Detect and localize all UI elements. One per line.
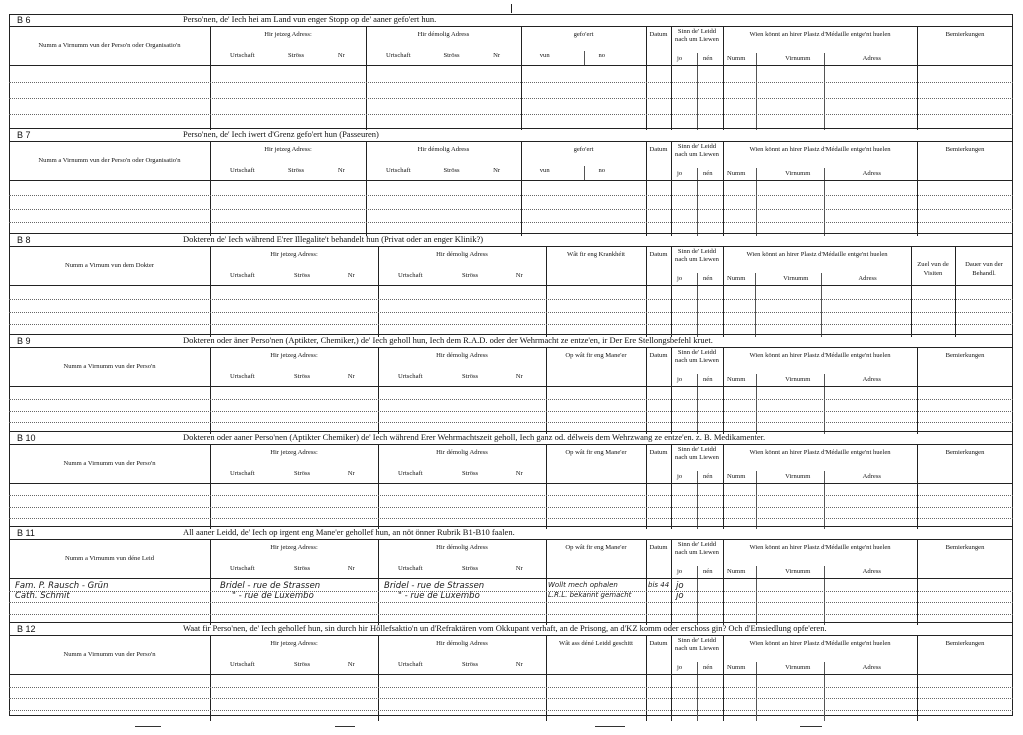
- section-title-bar: [9, 234, 1013, 247]
- adress-label: Adress: [858, 275, 877, 282]
- data-rows: [9, 484, 1013, 529]
- no-label: nén: [703, 275, 713, 282]
- medal-subdivider: [756, 53, 757, 65]
- numm-label: Numm: [727, 275, 746, 282]
- section-b10: [9, 431, 1013, 526]
- nr-label: Nr: [515, 565, 523, 572]
- ortschaft-label: Urtschaft: [398, 661, 423, 668]
- stross-label: Ströss: [294, 373, 311, 380]
- stross-label: Ströss: [462, 661, 479, 668]
- column-header: [9, 636, 1013, 675]
- section-b12: [9, 622, 1013, 718]
- nr-label: Nr: [347, 272, 355, 279]
- ortschaft-label: Urtschaft: [386, 167, 411, 174]
- col-divider: [723, 636, 724, 674]
- third-column-header: Wât ass déné Leidd geschitt: [559, 640, 633, 647]
- first-column-header: Numm a Virnumm vun der Perso'n: [63, 363, 156, 370]
- ortschaft-label: Urtschaft: [230, 565, 255, 572]
- numm-label: Numm: [727, 170, 746, 177]
- handwritten-current-address: Bridel - rue de Strassen: [220, 580, 321, 591]
- previous-address-header: Hir démolig Adress: [436, 544, 488, 551]
- section-b11: [9, 526, 1013, 622]
- previous-address-header: Hir démolig Adress: [436, 352, 488, 359]
- virnumm-label: Virnumm: [785, 55, 811, 62]
- third-column-header: gefo'ert: [573, 31, 594, 38]
- data-rows: [9, 66, 1013, 130]
- current-address-header: Hir jetzeg Adress:: [264, 31, 312, 38]
- row-line: [9, 507, 1013, 508]
- section-b6: [9, 14, 1013, 128]
- section-title-bar: [9, 335, 1013, 348]
- current-address-header: Hir jetzeg Adress:: [264, 146, 312, 153]
- address-subdivider: [584, 51, 585, 65]
- section-title: Dokteren de' Iech während E'rer Illegalite't behandelt hun (Privat oder an enger Klinik?): [183, 234, 484, 244]
- medal-subdivider: [756, 374, 757, 386]
- stross-label: Ströss: [294, 661, 311, 668]
- yes-label: jo: [677, 664, 683, 671]
- section-title: All aaner Leidd, de' Iech op irgent eng Mane'er gehollef hun, an nöt önner Rubrik B1-B10 faalen.: [183, 527, 515, 537]
- virnumm-label: Virnumm: [783, 275, 809, 282]
- row-line: [9, 222, 1013, 223]
- remarks-header: Bemierkungen: [945, 146, 985, 153]
- bottom-marks: [0, 722, 1023, 732]
- row-line: [9, 209, 1013, 210]
- medal-header: Wien könnt an hirer Plastz d'Médaille entge'nt huelen: [749, 544, 891, 551]
- section-title: Dokteren oder äner Perso'nen (Aptikter, Chemiker,) de' Iech geholl hun, Iech dem R.A.D. oder der Wehrmacht ze entze'en, ir Der Ere Stellongsbefehl kruet.: [183, 335, 713, 345]
- adress-label: Adress: [862, 55, 881, 62]
- adress-label: Adress: [862, 473, 881, 480]
- adress-label: Adress: [862, 568, 881, 575]
- previous-address-header: Hir démolig Adress: [417, 31, 470, 38]
- data-rows: [9, 286, 1013, 337]
- remarks-header: Bemierkungen: [945, 31, 985, 38]
- medal-subdivider: [824, 168, 825, 180]
- medal-subdivider: [756, 471, 757, 483]
- first-column-header: Numm a Virnumm vun déne Leid: [64, 555, 155, 562]
- handwritten-name: Cath. Schmit: [15, 591, 70, 601]
- col-divider: [723, 540, 724, 578]
- stross-label: Ströss: [288, 167, 305, 174]
- section-title-bar: [9, 527, 1013, 540]
- medal-subdivider: [824, 566, 825, 578]
- ortschaft-label: Urtschaft: [230, 167, 255, 174]
- third-column-header: gefo'ert: [573, 146, 594, 153]
- nr-label: Nr: [493, 52, 501, 59]
- yes-label: jo: [677, 275, 683, 282]
- adress-label: Adress: [862, 376, 881, 383]
- section-b7: [9, 128, 1013, 233]
- stross-label: Ströss: [443, 167, 460, 174]
- medal-header: Wien könnt an hirer Plastz d'Médaille entge'nt huelen: [746, 251, 888, 258]
- current-address-header: Hir jetzeg Adress:: [270, 352, 318, 359]
- ortschaft-label: Urtschaft: [398, 373, 423, 380]
- medal-subdivider: [824, 662, 825, 674]
- medal-subdivider: [756, 566, 757, 578]
- medal-subdivider: [755, 273, 756, 285]
- yes-label: jo: [677, 376, 683, 383]
- datum-header: Datum: [649, 352, 668, 359]
- previous-address-header: Hir démolig Adress: [436, 449, 488, 456]
- section-code: B 12: [17, 624, 36, 634]
- data-rows: [9, 579, 1013, 625]
- virnumm-label: Virnumm: [785, 473, 811, 480]
- section-code: B 9: [17, 336, 31, 346]
- ortschaft-label: Urtschaft: [398, 565, 423, 572]
- ortschaft-label: Urtschaft: [230, 470, 255, 477]
- alive-subdivider: [697, 471, 698, 483]
- stross-label: Ströss: [462, 565, 479, 572]
- row-line: [9, 495, 1013, 496]
- previous-address-header: Hir démolig Adress: [436, 640, 488, 647]
- alive-header: Sinn de' Leidd nach um Liewen: [675, 143, 719, 158]
- alive-header: Sinn de' Leidd nach um Liewen: [675, 446, 719, 461]
- virnumm-label: Virnumm: [785, 664, 811, 671]
- section-b9: [9, 334, 1013, 431]
- section-b8: [9, 233, 1013, 334]
- nr-label: Nr: [515, 373, 523, 380]
- row-line: [9, 422, 1013, 423]
- data-rows: [9, 387, 1013, 434]
- yes-label: jo: [677, 55, 683, 62]
- row-line: [9, 710, 1013, 711]
- section-title: Waat fir Perso'nen, de' Iech gehollef hun, sin durch hir Höllefsaktio'n un d'Refraktären vom Okkupant verhaft, an de Prisong, an d'KZ komm oder erschoss gin? Och d'Emsiedlung opfe'eren.: [183, 623, 827, 633]
- row-line: [9, 399, 1013, 400]
- nr-label: Nr: [515, 272, 523, 279]
- section-title-bar: [9, 129, 1013, 142]
- medal-subdivider: [824, 374, 825, 386]
- visits-header: Zuel vun de Visiten: [917, 261, 949, 277]
- alive-subdivider: [697, 53, 698, 65]
- third-column-header: Wât fir eng Krankhéit: [566, 251, 626, 258]
- alive-subdivider: [697, 374, 698, 386]
- ortschaft-label: Urtschaft: [230, 661, 255, 668]
- yes-label: jo: [677, 170, 683, 177]
- row-line: [9, 591, 1013, 592]
- section-code: B 6: [17, 15, 31, 25]
- previous-address-header: Hir démolig Adress: [436, 251, 488, 258]
- section-title: Dokteren oder aaner Perso'nen (Aptikter Chemiker) de' Iech während Erer Wehrmachtszeit geholl, Iech ganz od. délweis dem Wehrzwang ze entze'en. z. B. Medikamenter.: [183, 432, 766, 442]
- row-line: [9, 312, 1013, 313]
- col-divider: [723, 27, 724, 65]
- yes-label: jo: [677, 473, 683, 480]
- row-line: [9, 299, 1013, 300]
- no-label: nén: [703, 473, 713, 480]
- first-column-header: Numm a Virnumm vun der Perso'n oder Organisatio'n: [38, 157, 181, 164]
- datum-header: Datum: [649, 251, 668, 258]
- col-divider: [723, 348, 724, 386]
- row-line: [9, 518, 1013, 519]
- column-header: [9, 142, 1013, 181]
- column-header: [9, 540, 1013, 579]
- row-line: [9, 195, 1013, 196]
- alive-subdivider: [697, 273, 698, 285]
- no-label: nén: [703, 55, 713, 62]
- adress-label: Adress: [862, 170, 881, 177]
- medal-subdivider: [756, 168, 757, 180]
- alive-subdivider: [697, 566, 698, 578]
- datum-header: Datum: [649, 146, 668, 153]
- alive-header: Sinn de' Leidd nach um Liewen: [675, 349, 719, 364]
- nr-label: Nr: [337, 167, 345, 174]
- medal-subdivider: [756, 662, 757, 674]
- row-line: [9, 114, 1013, 115]
- col-divider: [723, 142, 724, 180]
- stross-label: Ströss: [443, 52, 460, 59]
- medal-subdivider: [821, 273, 822, 285]
- handwritten-name: Fam. P. Rausch - Grün: [15, 580, 109, 591]
- nr-label: Nr: [337, 52, 345, 59]
- datum-header: Datum: [649, 640, 668, 647]
- adress-label: Adress: [862, 664, 881, 671]
- section-code: B 8: [17, 235, 31, 245]
- ortschaft-label: Urtschaft: [230, 272, 255, 279]
- numm-label: Numm: [727, 55, 746, 62]
- alive-subdivider: [697, 662, 698, 674]
- third-column-header: Op wât fir eng Mane'er: [565, 449, 627, 456]
- remarks-header: Bemierkungen: [945, 449, 985, 456]
- no-label: nén: [703, 568, 713, 575]
- column-header: [9, 445, 1013, 484]
- medal-header: Wien könnt an hirer Plastz d'Médaille entge'nt huelen: [749, 449, 891, 456]
- duration-header: Dauer vun der Behandl.: [965, 261, 1003, 277]
- from-label: vun: [539, 167, 550, 174]
- first-column-header: Numm a Virnumm vun der Perso'n oder Organisatio'n: [38, 42, 181, 49]
- stross-label: Ströss: [288, 52, 305, 59]
- handwritten-previous-address: Bridel - rue de Strassen: [384, 580, 485, 591]
- handwritten-date: bis 44: [648, 580, 670, 589]
- current-address-header: Hir jetzeg Adress:: [270, 449, 318, 456]
- nr-label: Nr: [347, 565, 355, 572]
- alive-header: Sinn de' Leidd nach um Liewen: [675, 541, 719, 556]
- third-column-header: Op wât fir eng Mane'er: [565, 544, 627, 551]
- address-subdivider: [584, 166, 585, 180]
- handwritten-current-address: " - rue de Luxembo: [232, 591, 314, 601]
- handwritten-how: Wollt mech ophalen: [548, 580, 618, 589]
- alive-subdivider: [697, 168, 698, 180]
- datum-header: Datum: [649, 31, 668, 38]
- row-line: [9, 614, 1013, 615]
- to-label: no: [598, 52, 606, 59]
- nr-label: Nr: [347, 373, 355, 380]
- from-label: vun: [539, 52, 550, 59]
- to-label: no: [598, 167, 606, 174]
- virnumm-label: Virnumm: [785, 568, 811, 575]
- datum-header: Datum: [649, 544, 668, 551]
- stross-label: Ströss: [462, 373, 479, 380]
- previous-address-header: Hir démolig Adress: [417, 146, 470, 153]
- handwritten-previous-address: " - rue de Luxembo: [398, 591, 480, 601]
- no-label: nén: [703, 170, 713, 177]
- medal-header: Wien könnt an hirer Plastz d'Médaille entge'nt huelen: [749, 352, 891, 359]
- remarks-header: Bemierkungen: [945, 544, 985, 551]
- virnumm-label: Virnumm: [785, 170, 811, 177]
- section-title-bar: [9, 623, 1013, 636]
- handwritten-alive: jo: [676, 591, 684, 601]
- nr-label: Nr: [347, 661, 355, 668]
- section-code: B 11: [17, 528, 35, 538]
- row-line: [9, 602, 1013, 603]
- alive-header: Sinn de' Leidd nach um Liewen: [675, 28, 719, 43]
- ortschaft-label: Urtschaft: [386, 52, 411, 59]
- stross-label: Ströss: [294, 470, 311, 477]
- row-line: [9, 98, 1013, 99]
- virnumm-label: Virnumm: [785, 376, 811, 383]
- stross-label: Ströss: [294, 565, 311, 572]
- section-code: B 7: [17, 130, 31, 140]
- col-divider: [723, 445, 724, 483]
- alive-header: Sinn de' Leidd nach um Liewen: [675, 637, 719, 652]
- yes-label: jo: [677, 568, 683, 575]
- nr-label: Nr: [515, 470, 523, 477]
- current-address-header: Hir jetzeg Adress:: [270, 544, 318, 551]
- row-line: [9, 82, 1013, 83]
- top-center-mark: [511, 4, 512, 13]
- medal-header: Wien könnt an hirer Plastz d'Médaille entge'nt huelen: [749, 31, 891, 38]
- ortschaft-label: Urtschaft: [230, 373, 255, 380]
- nr-label: Nr: [493, 167, 501, 174]
- third-column-header: Op wât fir eng Mane'er: [565, 352, 627, 359]
- handwritten-how: L.R.L. bekannt gemacht: [548, 591, 632, 599]
- nr-label: Nr: [347, 470, 355, 477]
- current-address-header: Hir jetzeg Adress:: [270, 251, 318, 258]
- datum-header: Datum: [649, 449, 668, 456]
- section-title: Perso'nen, de' Iech iwert d'Grenz gefo'ert hun (Passeuren): [183, 129, 379, 139]
- remarks-header: Bemierkungen: [945, 352, 985, 359]
- data-rows: [9, 181, 1013, 236]
- section-title-bar: [9, 14, 1013, 27]
- column-header: [9, 247, 1013, 286]
- row-line: [9, 411, 1013, 412]
- numm-label: Numm: [727, 473, 746, 480]
- remarks-header: Bemierkungen: [945, 640, 985, 647]
- nr-label: Nr: [515, 661, 523, 668]
- medal-subdivider: [824, 471, 825, 483]
- row-line: [9, 687, 1013, 688]
- data-rows: [9, 675, 1013, 721]
- ortschaft-label: Urtschaft: [230, 52, 255, 59]
- no-label: nén: [703, 664, 713, 671]
- column-header: [9, 27, 1013, 66]
- ortschaft-label: Urtschaft: [398, 470, 423, 477]
- stross-label: Ströss: [462, 470, 479, 477]
- alive-header: Sinn de' Leidd nach um Liewen: [675, 248, 719, 263]
- column-header: [9, 348, 1013, 387]
- ortschaft-label: Urtschaft: [398, 272, 423, 279]
- section-title-bar: [9, 432, 1013, 445]
- first-column-header: Numm a Virnumm vun der Perso'n: [63, 460, 156, 467]
- numm-label: Numm: [727, 664, 746, 671]
- row-line: [9, 324, 1013, 325]
- current-address-header: Hir jetzeg Adress:: [270, 640, 318, 647]
- first-column-header: Numm a Virnum vun dem Dokter: [64, 262, 155, 269]
- first-column-header: Numm a Virnumm vun der Perso'n: [63, 651, 156, 658]
- col-divider: [723, 247, 724, 285]
- section-code: B 10: [17, 433, 36, 443]
- medal-header: Wien könnt an hirer Plastz d'Médaille entge'nt huelen: [749, 640, 891, 647]
- numm-label: Numm: [727, 568, 746, 575]
- row-line: [9, 698, 1013, 699]
- handwritten-alive: jo: [676, 580, 684, 591]
- stross-label: Ströss: [462, 272, 479, 279]
- medal-header: Wien könnt an hirer Plastz d'Médaille entge'nt huelen: [749, 146, 891, 153]
- section-title: Perso'nen, de' Iech hei am Land vun enger Stopp op de' aaner gefo'ert hun.: [183, 14, 437, 24]
- no-label: nén: [703, 376, 713, 383]
- medal-subdivider: [824, 53, 825, 65]
- stross-label: Ströss: [294, 272, 311, 279]
- numm-label: Numm: [727, 376, 746, 383]
